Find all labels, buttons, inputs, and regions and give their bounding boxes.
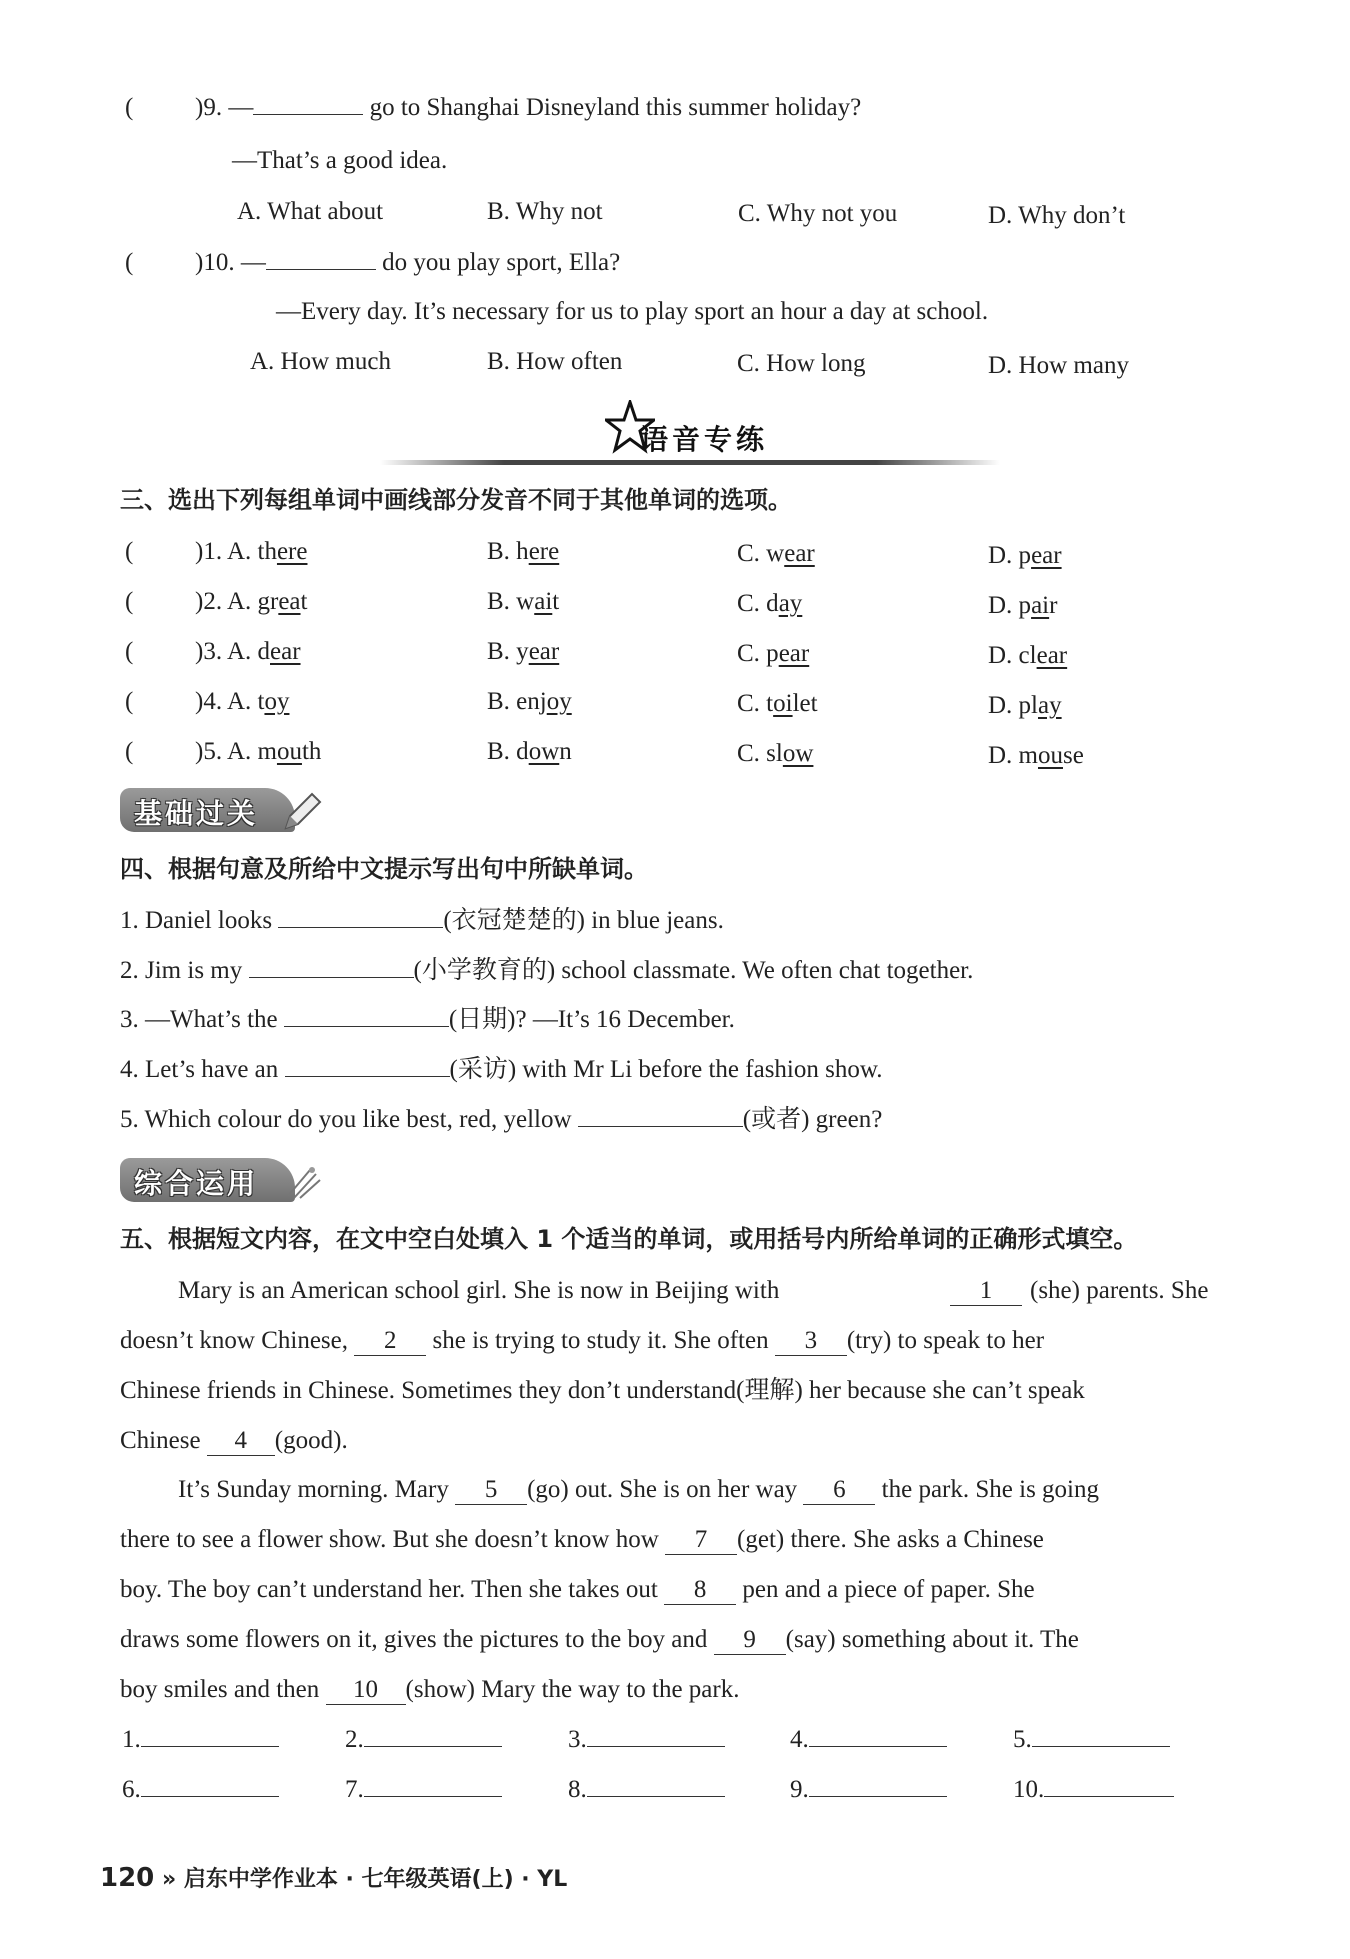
s4-item2-blank[interactable] xyxy=(249,955,414,978)
answer-10[interactable]: 10. xyxy=(1013,1774,1174,1806)
q10-blank[interactable] xyxy=(266,247,376,270)
section3-title: 三、选出下列每组单词中画线部分发音不同于其他单词的选项。 xyxy=(120,486,792,514)
p1-line2: doesn’t know Chinese, 2 she is trying to study it. She often 3 (try) to speak to her xyxy=(120,1327,1045,1354)
q10-option-c[interactable]: C. How long xyxy=(737,350,866,377)
s3-row1-option-a[interactable]: )1. A. there xyxy=(195,538,308,565)
answer-2[interactable]: 2. xyxy=(345,1724,502,1756)
section5-title: 五、根据短文内容，在文中空白处填入 1 个适当的单词，或用括号内所给单词的正确形式填空。 xyxy=(120,1225,1138,1253)
blank-2[interactable]: 2 xyxy=(354,1327,426,1356)
s3-row4-option-a[interactable]: )4. A. toy xyxy=(195,688,290,715)
s4-item5-blank[interactable] xyxy=(578,1104,743,1127)
s3-row4-paren[interactable]: ( xyxy=(125,688,134,715)
p2-line3: boy. The boy can’t understand her. Then she takes out 8 pen and a piece of paper. She xyxy=(120,1576,1035,1603)
answer-9[interactable]: 9. xyxy=(790,1774,947,1806)
s3-row5-option-d[interactable]: D. mouse xyxy=(988,742,1084,769)
s3-row4-option-b[interactable]: B. enjoy xyxy=(487,688,572,715)
s3-row3-option-d[interactable]: D. clear xyxy=(988,642,1068,669)
bar-title: 基础过关 xyxy=(134,797,259,830)
section-banner-pronunciation xyxy=(380,400,1000,470)
s3-row1-option-c[interactable]: C. wear xyxy=(737,540,815,567)
answer-7[interactable]: 7. xyxy=(345,1774,502,1806)
page-number: 120 xyxy=(100,1863,155,1893)
q9-stem: )9. — go to Shanghai Disneyland this summer holiday? xyxy=(195,94,862,121)
page-footer xyxy=(100,1862,567,1893)
s3-row2-paren[interactable]: ( xyxy=(125,588,134,615)
q9-answer-paren[interactable]: ( xyxy=(125,94,134,121)
p1-line1-tail: (she) parents. She xyxy=(1030,1277,1209,1304)
chevron-right-icon: » xyxy=(161,1867,177,1892)
p1-line1: Mary is an American school girl. She is now in Beijing with xyxy=(178,1277,780,1304)
q9-option-a[interactable]: A. What about xyxy=(237,198,384,225)
q9-option-d[interactable]: D. Why don’t xyxy=(988,202,1126,229)
answer-6[interactable]: 6. xyxy=(122,1774,279,1806)
banner-title: 语音专练 xyxy=(640,423,769,456)
p2-line4: draws some flowers on it, gives the pictures to the boy and 9 (say) something about it. The xyxy=(120,1626,1079,1653)
book-title: 启东中学作业本 · 七年级英语(上) · YL xyxy=(183,1867,568,1892)
s3-row3-option-b[interactable]: B. year xyxy=(487,638,560,665)
p2-line1: It’s Sunday morning. Mary 5 (go) out. She is on her way 6 the park. She is going xyxy=(178,1476,1100,1503)
s3-row2-option-d[interactable]: D. pair xyxy=(988,592,1058,619)
q10-reply: —Every day. It’s necessary for us to play sport an hour a day at school. xyxy=(276,298,989,325)
section-bar-basics xyxy=(120,788,320,836)
q10-option-a[interactable]: A. How much xyxy=(250,348,391,375)
q9-option-b[interactable]: B. Why not xyxy=(487,198,603,225)
s4-item5: 5. Which colour do you like best, red, yellow (或者) green? xyxy=(120,1106,883,1133)
s4-item2: 2. Jim is my (小学教育的) school classmate. We often chat together. xyxy=(120,957,974,984)
answer-8[interactable]: 8. xyxy=(568,1774,725,1806)
p2-line2: there to see a flower show. But she doesn’t know how 7 (get) there. She asks a Chinese xyxy=(120,1526,1044,1553)
answer-4[interactable]: 4. xyxy=(790,1724,947,1756)
blank-5[interactable]: 5 xyxy=(455,1476,527,1505)
s4-item3-blank[interactable] xyxy=(284,1004,449,1027)
s3-row1-option-b[interactable]: B. here xyxy=(487,538,560,565)
s4-item1: 1. Daniel looks (衣冠楚楚的) in blue jeans. xyxy=(120,907,724,934)
s3-row4-option-c[interactable]: C. toilet xyxy=(737,690,818,717)
s3-row4-option-d[interactable]: D. play xyxy=(988,692,1062,719)
q9-reply: —That’s a good idea. xyxy=(232,147,448,174)
blank-9[interactable]: 9 xyxy=(714,1626,786,1655)
blank-4[interactable]: 4 xyxy=(207,1427,275,1456)
sparkle-icon xyxy=(280,1162,324,1202)
q10-option-d[interactable]: D. How many xyxy=(988,352,1129,379)
s3-row5-option-a[interactable]: )5. A. mouth xyxy=(195,738,322,765)
banner-divider xyxy=(380,460,1000,465)
s3-row2-option-c[interactable]: C. day xyxy=(737,590,803,617)
blank-6[interactable]: 6 xyxy=(803,1476,875,1505)
p2-line5: boy smiles and then 10 (show) Mary the way to the park. xyxy=(120,1676,740,1703)
q10-stem: )10. — do you play sport, Ella? xyxy=(195,249,621,276)
pencil-icon xyxy=(280,790,324,834)
s4-item1-blank[interactable] xyxy=(278,905,443,928)
q10-option-b[interactable]: B. How often xyxy=(487,348,623,375)
answer-5[interactable]: 5. xyxy=(1013,1724,1170,1756)
blank-10[interactable]: 10 xyxy=(326,1676,406,1705)
q10-answer-paren[interactable]: ( xyxy=(125,249,134,276)
s3-row1-option-d[interactable]: D. pear xyxy=(988,542,1062,569)
blank-8[interactable]: 8 xyxy=(664,1576,736,1605)
blank-3[interactable]: 3 xyxy=(775,1327,847,1356)
p1-line1-blank1[interactable]: 1 xyxy=(950,1275,1022,1307)
s4-item4-blank[interactable] xyxy=(285,1054,450,1077)
s4-item4: 4. Let’s have an (采访) with Mr Li before the fashion show. xyxy=(120,1056,883,1083)
s3-row5-option-c[interactable]: C. slow xyxy=(737,740,814,767)
s3-row2-option-b[interactable]: B. wait xyxy=(487,588,560,615)
s3-row5-option-b[interactable]: B. down xyxy=(487,738,572,765)
p1-line4: Chinese 4 (good). xyxy=(120,1427,348,1454)
bar-title: 综合运用 xyxy=(134,1167,259,1200)
section-bar-integrated xyxy=(120,1158,320,1206)
s3-row3-option-a[interactable]: )3. A. dear xyxy=(195,638,301,665)
answer-3[interactable]: 3. xyxy=(568,1724,725,1756)
answer-1[interactable]: 1. xyxy=(122,1724,279,1756)
section4-title: 四、根据句意及所给中文提示写出句中所缺单词。 xyxy=(120,855,648,883)
s3-row3-paren[interactable]: ( xyxy=(125,638,134,665)
s3-row5-paren[interactable]: ( xyxy=(125,738,134,765)
s4-item3: 3. —What’s the (日期)? —It’s 16 December. xyxy=(120,1006,735,1033)
q9-blank[interactable] xyxy=(253,92,363,115)
s3-row1-paren[interactable]: ( xyxy=(125,538,134,565)
s3-row2-option-a[interactable]: )2. A. great xyxy=(195,588,308,615)
s3-row3-option-c[interactable]: C. pear xyxy=(737,640,810,667)
p1-line3: Chinese friends in Chinese. Sometimes they don’t understand(理解) her because she can’t speak xyxy=(120,1377,1085,1404)
q9-option-c[interactable]: C. Why not you xyxy=(738,200,898,227)
blank-7[interactable]: 7 xyxy=(665,1526,737,1555)
